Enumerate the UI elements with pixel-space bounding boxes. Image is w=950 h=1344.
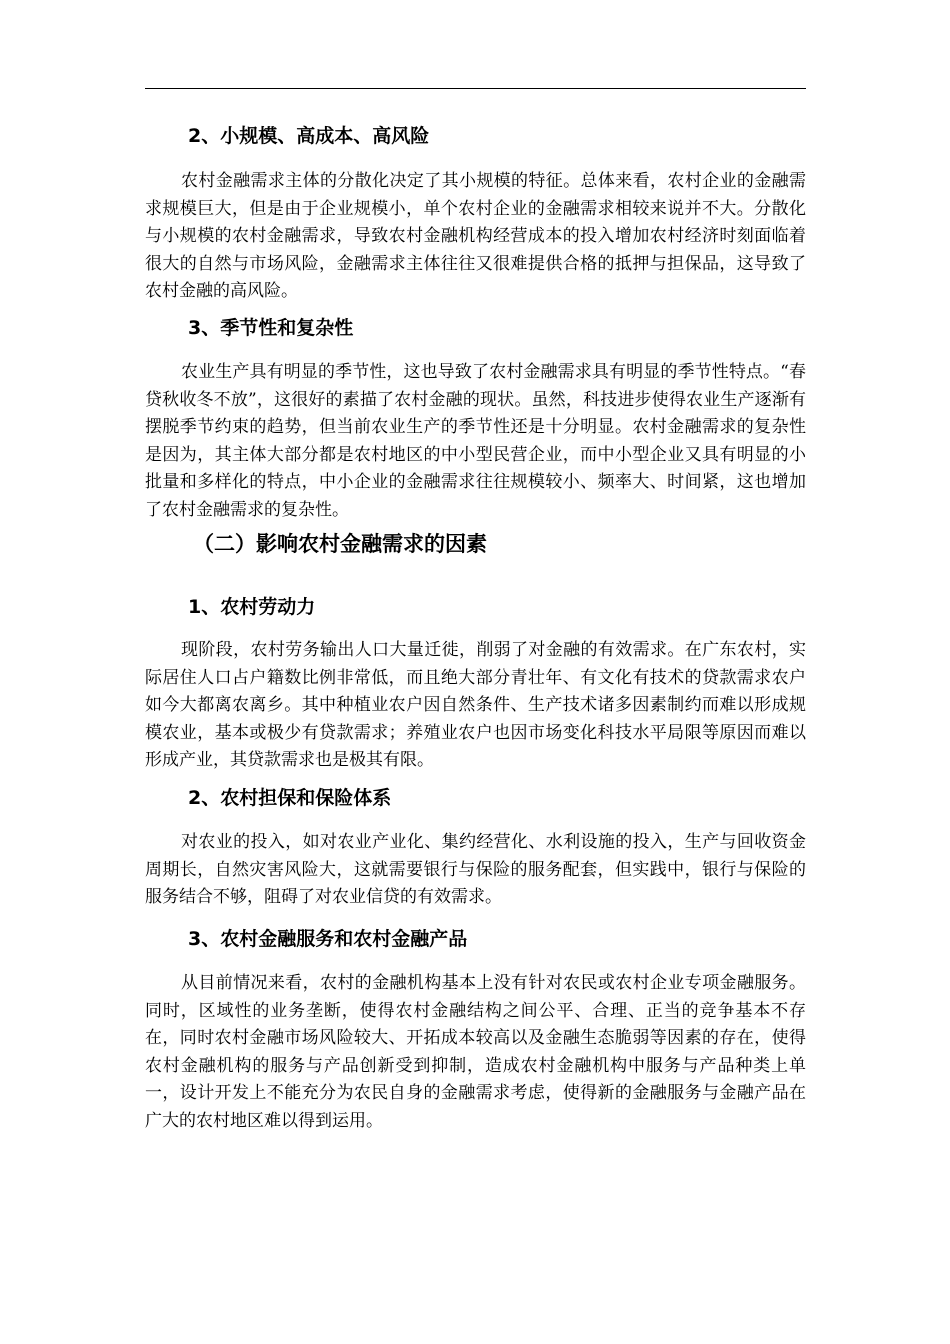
- paragraph-small-scale: 农村金融需求主体的分散化决定了其小规模的特征。总体来看，农村企业的金融需求规模巨大，但是由于企业规模小，单个农村企业的金融需求相较来说并不大。分散化与小规模的农村金融需求，导致农村金融机构经营成本的投入增加农村经济时刻面临着很大的自然与市场风险，金融需求主体往往又很难提供合格的抵押与担保品，这导致了农村金融的高风险。: [145, 171, 806, 302]
- heading-seasonality-complexity: 3、季节性和复杂性: [188, 317, 354, 339]
- heading-rural-labor: 1、农村劳动力: [188, 596, 316, 618]
- heading-financial-services-products: 3、农村金融服务和农村金融产品: [188, 928, 468, 950]
- header-rule: [145, 88, 806, 89]
- paragraph-guarantee-insurance: 对农业的投入，如对农业产业化、集约经营化、水利设施的投入，生产与回收资金周期长，自然灾害风险大，这就需要银行与保险的服务配套，但实践中，银行与保险的服务结合不够，阻碍了对农业信贷的有效需求。: [145, 832, 806, 908]
- section-title-factors: （二）影响农村金融需求的因素: [193, 532, 487, 556]
- heading-guarantee-insurance: 2、农村担保和保险体系: [188, 787, 392, 809]
- paragraph-seasonality: 农业生产具有明显的季节性，这也导致了农村金融需求具有明显的季节性特点。“春贷秋收冬不放”，这很好的素描了农村金融的现状。虽然，科技进步使得农业生产逐渐有摆脱季节约束的趋势，但当前农业生产的季节性还是十分明显。农村金融需求的复杂性是因为，其主体大部分都是农村地区的中小型民营企业，而中小型企业又具有明显的小批量和多样化的特点，中小企业的金融需求往往规模较小、频率大、时间紧，这也增加了农村金融需求的复杂性。: [145, 362, 806, 520]
- paragraph-rural-labor: 现阶段，农村劳务输出人口大量迁徙，削弱了对金融的有效需求。在广东农村，实际居住人口占户籍数比例非常低，而且绝大部分青壮年、有文化有技术的贷款需求农户如今大都离农离乡。其中种植业农户因自然条件、生产技术诸多因素制约而难以形成规模农业，基本或极少有贷款需求；养殖业农户也因市场变化科技水平局限等原因而难以形成产业，其贷款需求也是极其有限。: [145, 640, 806, 771]
- paragraph-financial-services: 从目前情况来看，农村的金融机构基本上没有针对农民或农村企业专项金融服务。同时，区域性的业务垄断，使得农村金融结构之间公平、合理、正当的竞争基本不存在，同时农村金融市场风险较大、开拓成本较高以及金融生态脆弱等因素的存在，使得农村金融机构的服务与产品创新受到抑制，造成农村金融机构中服务与产品种类上单一，设计开发上不能充分为农民自身的金融需求考虑，使得新的金融服务与金融产品在广大的农村地区难以得到运用。: [145, 973, 806, 1131]
- heading-small-scale-high-cost-high-risk: 2、小规模、高成本、高风险: [188, 125, 430, 147]
